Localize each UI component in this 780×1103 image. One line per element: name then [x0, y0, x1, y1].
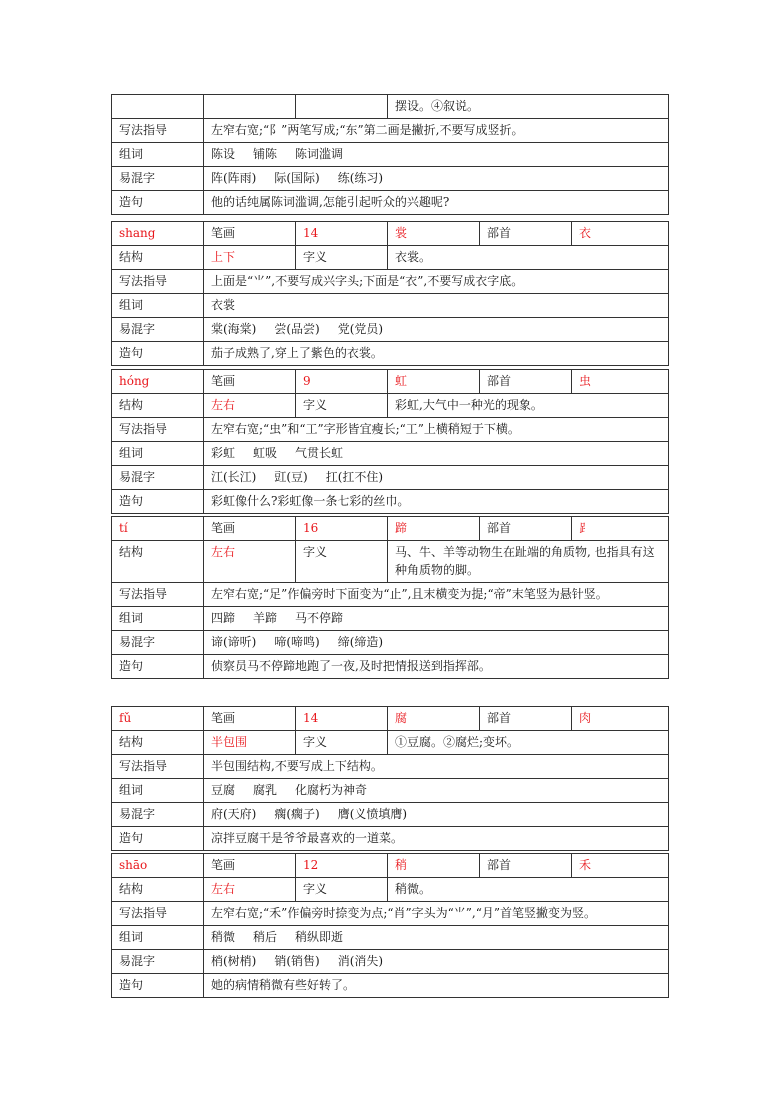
- confusing-row: [112, 950, 669, 974]
- pinyin: tí: [112, 517, 204, 541]
- writing-value: 半包围结构,不要写成上下结构。: [204, 755, 669, 779]
- writing-value: 左窄右宽;“禾”作偏旁时捺变为点;“肖”字头为“⺌”,“月”首笔竖撇变为竖。: [204, 902, 669, 926]
- confusing-char: 江(长江): [211, 470, 257, 484]
- header-row: [112, 370, 669, 394]
- confusing-label: 易混字: [112, 167, 204, 191]
- strokes-value: 14: [296, 707, 388, 731]
- confusing-value: 阵(阵雨) 际(国际) 练(练习): [204, 167, 669, 191]
- radical-label: 部首: [480, 370, 572, 394]
- writing-label: 写法指导: [112, 583, 204, 607]
- meaning-value: 稍微。: [388, 878, 669, 902]
- words-value: [204, 607, 669, 631]
- writing-row: [112, 270, 669, 294]
- writing-label: 写法指导: [112, 119, 204, 143]
- strokes-value: 14: [296, 222, 388, 246]
- structure-value: 上下: [204, 246, 296, 270]
- sentence-label: 造句: [112, 191, 204, 215]
- words-label: 组词: [112, 607, 204, 631]
- continuation-table: [111, 94, 669, 215]
- meaning-label: 字义: [296, 541, 388, 583]
- sentence-value: 他的话纯属陈词滥调,怎能引起听众的兴趣呢?: [204, 191, 669, 215]
- writing-row: [112, 755, 669, 779]
- word: 虹吸: [253, 446, 278, 460]
- header-row: [112, 854, 669, 878]
- confusing-value: [204, 631, 669, 655]
- character: 稍: [388, 854, 480, 878]
- structure-value: 左右: [204, 541, 296, 583]
- header-row: [112, 707, 669, 731]
- char-table-3: [111, 706, 669, 851]
- radical-value: 衣: [572, 222, 669, 246]
- meaning-value: 衣裳。: [388, 246, 669, 270]
- confusing-char: 膺(义愤填膺): [337, 807, 408, 821]
- strokes-value: 16: [296, 517, 388, 541]
- confusing-char: 党(党员): [337, 322, 384, 336]
- confusing-char: 府(天府): [211, 807, 257, 821]
- sentence-label: 造句: [112, 490, 204, 514]
- strokes-label: 笔画: [204, 370, 296, 394]
- char-table-1: [111, 369, 669, 514]
- word: 稍微: [211, 930, 236, 944]
- words-row: [112, 926, 669, 950]
- words-value: [204, 926, 669, 950]
- confusing-row: [112, 167, 669, 191]
- structure-row: [112, 541, 669, 583]
- writing-label: 写法指导: [112, 755, 204, 779]
- word: 四蹄: [211, 611, 236, 625]
- confusing-char: 扛(扛不住): [325, 470, 384, 484]
- radical-value: 虫: [572, 370, 669, 394]
- confusing-label: 易混字: [112, 803, 204, 827]
- structure-row: [112, 246, 669, 270]
- confusing-char: 消(消失): [337, 954, 384, 968]
- writing-row: [112, 583, 669, 607]
- words-label: 组词: [112, 294, 204, 318]
- strokes-label: 笔画: [204, 854, 296, 878]
- word: 马不停蹄: [295, 611, 344, 625]
- words-row: [112, 294, 669, 318]
- structure-row: [112, 731, 669, 755]
- word: 稍后: [253, 930, 278, 944]
- confusing-char: 谛(谛听): [211, 635, 257, 649]
- character: 腐: [388, 707, 480, 731]
- writing-row: [112, 119, 669, 143]
- structure-row: [112, 394, 669, 418]
- structure-value: 左右: [204, 394, 296, 418]
- words-row: [112, 442, 669, 466]
- structure-label: 结构: [112, 394, 204, 418]
- pinyin: fǔ: [112, 707, 204, 731]
- words-row: [112, 143, 669, 167]
- word: 衣裳: [211, 298, 236, 312]
- words-row: [112, 607, 669, 631]
- writing-value: 左窄右宽;“阝”两笔写成;“东”第二画是撇折,不要写成竖折。: [204, 119, 669, 143]
- character: 蹄: [388, 517, 480, 541]
- char-table-2: [111, 516, 669, 679]
- structure-label: 结构: [112, 731, 204, 755]
- pinyin: shang: [112, 222, 204, 246]
- meaning-value: ①豆腐。②腐烂;变坏。: [388, 731, 669, 755]
- sentence-value: 彩虹像什么?彩虹像一条七彩的丝巾。: [204, 490, 669, 514]
- sentence-value: 凉拌豆腐干是爷爷最喜欢的一道菜。: [204, 827, 669, 851]
- sentence-row: [112, 655, 669, 679]
- writing-row: [112, 418, 669, 442]
- word: 化腐朽为神奇: [295, 783, 368, 797]
- confusing-row: [112, 318, 669, 342]
- strokes-value: 9: [296, 370, 388, 394]
- meaning-label: 字义: [296, 731, 388, 755]
- meaning-value: 马、牛、羊等动物生在趾端的角质物, 也指具有这种角质物的脚。: [388, 541, 669, 583]
- writing-value: 左窄右宽;“足”作偏旁时下面变为“止”,且末横变为提;“帝”末笔竖为悬针竖。: [204, 583, 669, 607]
- structure-label: 结构: [112, 878, 204, 902]
- radical-value: ⻊: [572, 517, 669, 541]
- writing-label: 写法指导: [112, 902, 204, 926]
- confusing-char: 尝(品尝): [274, 322, 320, 336]
- sentence-row: [112, 342, 669, 366]
- words-value: [204, 294, 669, 318]
- meaning-label: 字义: [296, 394, 388, 418]
- confusing-row: [112, 466, 669, 490]
- radical-label: 部首: [480, 707, 572, 731]
- words-row: [112, 779, 669, 803]
- confusing-value: [204, 318, 669, 342]
- writing-label: 写法指导: [112, 418, 204, 442]
- confusing-char: 销(销售): [274, 954, 320, 968]
- pinyin: hóng: [112, 370, 204, 394]
- structure-row: [112, 878, 669, 902]
- confusing-label: 易混字: [112, 318, 204, 342]
- confusing-char: 啼(啼鸣): [274, 635, 320, 649]
- words-value: [204, 442, 669, 466]
- confusing-value: [204, 466, 669, 490]
- sentence-row: [112, 490, 669, 514]
- radical-value: 禾: [572, 854, 669, 878]
- char-table-4: [111, 853, 669, 998]
- structure-value: 左右: [204, 878, 296, 902]
- confusing-char: 缔(缔造): [337, 635, 384, 649]
- character: 裳: [388, 222, 480, 246]
- meaning-tail: 摆设。④叙说。: [388, 95, 669, 119]
- sentence-value: 她的病情稍微有些好转了。: [204, 974, 669, 998]
- words-label: 组词: [112, 442, 204, 466]
- words-label: 组词: [112, 779, 204, 803]
- structure-label: 结构: [112, 541, 204, 583]
- radical-label: 部首: [480, 517, 572, 541]
- words-label: 组词: [112, 926, 204, 950]
- sentence-label: 造句: [112, 974, 204, 998]
- word: 羊蹄: [253, 611, 278, 625]
- structure-value: 半包围: [204, 731, 296, 755]
- pinyin: shāo: [112, 854, 204, 878]
- strokes-label: 笔画: [204, 222, 296, 246]
- words-value: [204, 779, 669, 803]
- radical-value: 肉: [572, 707, 669, 731]
- continuation-meaning-row: [112, 95, 669, 119]
- words-value: 陈设 铺陈 陈词滥调: [204, 143, 669, 167]
- sentence-label: 造句: [112, 655, 204, 679]
- words-label: 组词: [112, 143, 204, 167]
- strokes-label: 笔画: [204, 707, 296, 731]
- structure-label: 结构: [112, 246, 204, 270]
- confusing-label: 易混字: [112, 466, 204, 490]
- sentence-row: [112, 827, 669, 851]
- confusing-value: [204, 803, 669, 827]
- sentence-label: 造句: [112, 342, 204, 366]
- meaning-label: 字义: [296, 878, 388, 902]
- confusing-char: 瘸(瘸子): [274, 807, 320, 821]
- confusing-char: 豇(豆): [274, 470, 308, 484]
- sentence-row: [112, 974, 669, 998]
- word: 腐乳: [253, 783, 278, 797]
- radical-label: 部首: [480, 854, 572, 878]
- word: 豆腐: [211, 783, 236, 797]
- word: 气贯长虹: [295, 446, 344, 460]
- char-table-0: [111, 221, 669, 366]
- sentence-value: 侦察员马不停蹄地跑了一夜,及时把情报送到指挥部。: [204, 655, 669, 679]
- writing-value: 左窄右宽;“虫”和“工”字形皆宜瘦长;“工”上横稍短于下横。: [204, 418, 669, 442]
- writing-label: 写法指导: [112, 270, 204, 294]
- meaning-label: 字义: [296, 246, 388, 270]
- strokes-value: 12: [296, 854, 388, 878]
- word: 稍纵即逝: [295, 930, 344, 944]
- sentence-row: [112, 191, 669, 215]
- character: 虹: [388, 370, 480, 394]
- confusing-char: 棠(海棠): [211, 322, 257, 336]
- header-row: [112, 517, 669, 541]
- confusing-row: [112, 631, 669, 655]
- radical-label: 部首: [480, 222, 572, 246]
- confusing-label: 易混字: [112, 950, 204, 974]
- confusing-label: 易混字: [112, 631, 204, 655]
- sentence-value: 茄子成熟了,穿上了紫色的衣裳。: [204, 342, 669, 366]
- header-row: [112, 222, 669, 246]
- confusing-row: [112, 803, 669, 827]
- writing-row: [112, 902, 669, 926]
- word: 彩虹: [211, 446, 236, 460]
- strokes-label: 笔画: [204, 517, 296, 541]
- confusing-value: [204, 950, 669, 974]
- writing-value: 上面是“⺌”,不要写成兴字头;下面是“衣”,不要写成衣字底。: [204, 270, 669, 294]
- confusing-char: 梢(树梢): [211, 954, 257, 968]
- sentence-label: 造句: [112, 827, 204, 851]
- meaning-value: 彩虹,大气中一种光的现象。: [388, 394, 669, 418]
